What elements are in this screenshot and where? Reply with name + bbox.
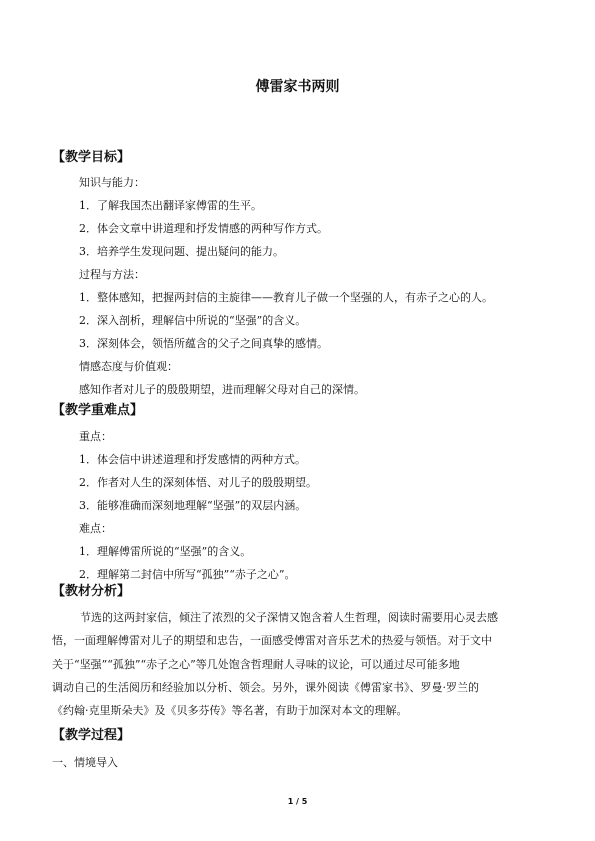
list-item: 1．了解我国杰出翻译家傅雷的生平。 xyxy=(79,199,262,212)
list-item: 3．能够准确而深刻地理解“坚强”的双层内涵。 xyxy=(79,499,307,512)
paragraph-line: 悟，一面理解傅雷对儿子的期望和忠告，一面感受傅雷对音乐艺术的热爱与领悟。对于文中 xyxy=(52,634,492,648)
page-title: 傅雷家书两则 xyxy=(255,79,340,95)
paragraph-line: 《约翰·克里斯朵夫》及《贝多芬传》等名著，有助于加深对本文的理解。 xyxy=(52,704,408,718)
subheading-emotion: 情感态度与价值观： xyxy=(79,360,178,373)
emotion-text: 感知作者对儿子的殷殷期望，进而理解父母对自己的深情。 xyxy=(79,383,365,396)
paragraph-line: 调动自己的生活阅历和经验加以分析、领会。另外，课外阅读《傅雷家书》、罗曼·罗兰的 xyxy=(52,680,479,694)
subheading-process: 过程与方法： xyxy=(79,268,145,281)
subheading-key: 重点： xyxy=(79,430,112,443)
page-number: 1 / 5 xyxy=(287,797,308,806)
section-heading-process: 【教学过程】 xyxy=(52,728,131,743)
list-item: 2．理解第二封信中所写“孤独”“赤子之心”。 xyxy=(79,568,296,581)
step-heading: 一、情境导入 xyxy=(52,756,118,769)
list-item: 1．体会信中讲述道理和抒发感情的两种方式。 xyxy=(79,453,306,466)
paragraph-line: 关于“坚强”“孤独”“赤子之心”等几处饱含哲理耐人寻味的议论，可以通过尽可能多地 xyxy=(52,657,460,671)
section-heading-analysis: 【教材分析】 xyxy=(52,584,131,599)
subheading-knowledge: 知识与能力： xyxy=(79,176,145,189)
analysis-paragraph xyxy=(52,606,547,722)
section-heading-goals: 【教学目标】 xyxy=(52,150,131,165)
list-item: 1．理解傅雷所说的“坚强”的含义。 xyxy=(79,545,252,558)
list-item: 2．体会文章中讲道理和抒发情感的两种写作方式。 xyxy=(79,222,328,235)
list-item: 2．深入剖析，理解信中所说的“坚强”的含义。 xyxy=(79,314,307,327)
subheading-difficult: 难点： xyxy=(79,522,112,535)
list-item: 2．作者对人生的深刻体悟、对儿子的殷殷期望。 xyxy=(79,476,317,489)
list-item: 3．培养学生发现问题、提出疑问的能力。 xyxy=(79,245,284,258)
paragraph-line: 节选的这两封家信，倾注了浓烈的父子深情又饱含着人生哲理，阅读时需要用心灵去感 xyxy=(80,611,498,624)
section-heading-key-points: 【教学重难点】 xyxy=(52,403,144,418)
list-item: 3．深刻体会，领悟所蕴含的父子之间真挚的感情。 xyxy=(79,337,328,350)
list-item: 1．整体感知，把握两封信的主旋律——教育儿子做一个坚强的人，有赤子之心的人。 xyxy=(79,291,493,304)
